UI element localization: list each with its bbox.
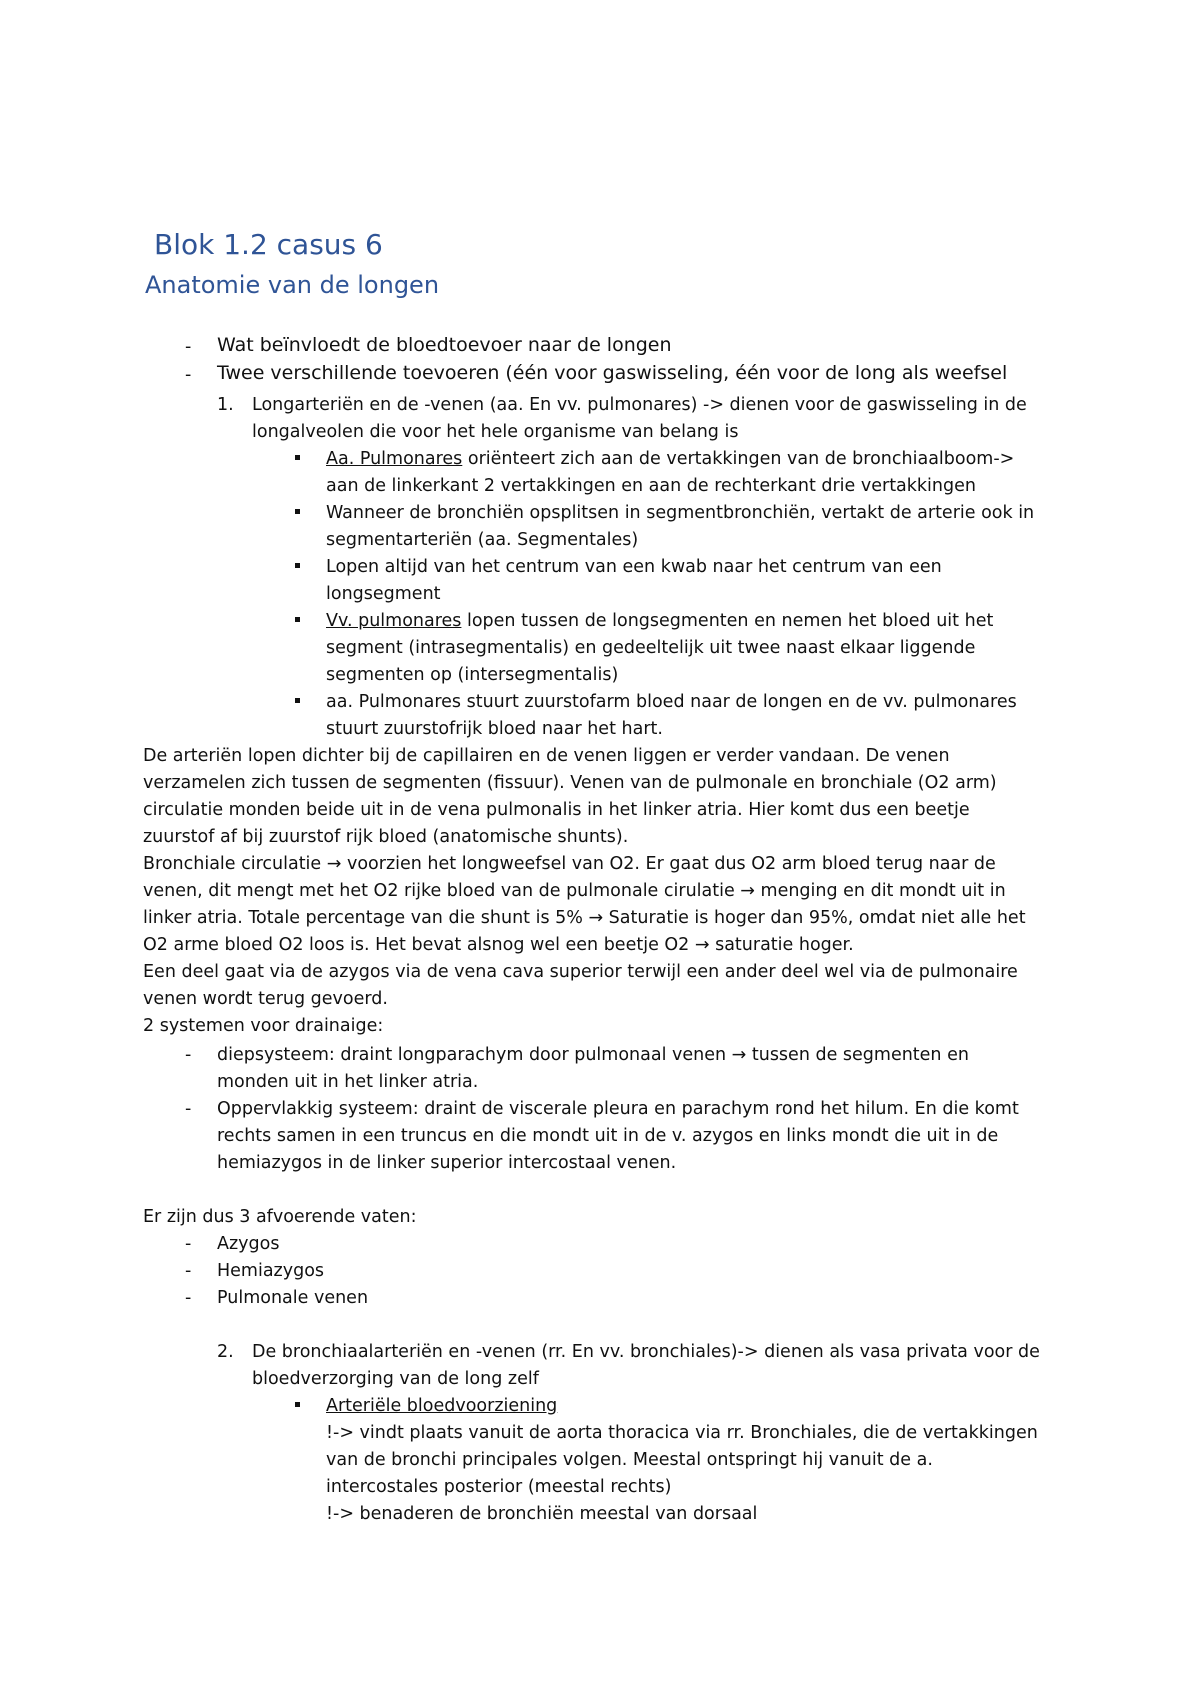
sub-bullet-line: van de bronchi principales volgen. Meestal ontspringt hij vanuit de a. xyxy=(326,1450,933,1470)
bullet-text: Azygos xyxy=(217,1234,280,1254)
square-bullet-icon xyxy=(295,455,300,460)
dash-marker: - xyxy=(185,337,192,357)
paragraph-line: 2 systemen voor drainaige: xyxy=(143,1016,384,1036)
paragraph-line: O2 arme bloed O2 loos is. Het bevat alsnog wel een beetje O2 → saturatie hoger. xyxy=(143,935,854,955)
list-item-line: longalveolen die voor het hele organisme van belang is xyxy=(252,422,739,442)
sub-bullet-line: Wanneer de bronchiën opsplitsen in segmentbronchiën, vertakt de arterie ook in xyxy=(326,503,1035,523)
sub-bullet-line: aa. Pulmonares stuurt zuurstofarm bloed naar de longen en de vv. pulmonares xyxy=(326,692,1017,712)
list-item-line: De bronchiaalarteriën en -venen (rr. En vv. bronchiales)-> dienen als vasa privata voor de xyxy=(252,1342,1040,1362)
paragraph-line: Bronchiale circulatie → voorzien het longweefsel van O2. Er gaat dus O2 arm bloed terug naar de xyxy=(143,854,996,874)
section-heading: Anatomie van de longen xyxy=(145,271,440,299)
square-bullet-icon xyxy=(295,698,300,703)
document-title: Blok 1.2 casus 6 xyxy=(154,228,383,261)
bullet-text: rechts samen in een truncus en die mondt uit in de v. azygos en links mondt die uit in de xyxy=(217,1126,999,1146)
sub-bullet-line: Lopen altijd van het centrum van een kwab naar het centrum van een xyxy=(326,557,942,577)
list-item-line: bloedverzorging van de long zelf xyxy=(252,1369,539,1389)
sub-bullet-line: segmenten op (intersegmentalis) xyxy=(326,665,619,685)
paragraph-line: Er zijn dus 3 afvoerende vaten: xyxy=(143,1207,417,1227)
bullet-text: Oppervlakkig systeem: draint de viscerale pleura en parachym rond het hilum. En die komt xyxy=(217,1099,1019,1119)
paragraph-line: De arteriën lopen dichter bij de capillairen en de venen liggen er verder vandaan. De venen xyxy=(143,746,950,766)
sub-bullet-line: !-> vindt plaats vanuit de aorta thoracica via rr. Bronchiales, die de vertakkingen xyxy=(326,1423,1038,1443)
sub-bullet-line: Aa. Pulmonares oriënteert zich aan de vertakkingen van de bronchiaalboom-> xyxy=(326,449,1015,469)
dash-marker: - xyxy=(185,1099,192,1119)
paragraph-line: zuurstof af bij zuurstof rijk bloed (anatomische shunts). xyxy=(143,827,629,847)
list-item-line: Longarteriën en de -venen (aa. En vv. pulmonares) -> dienen voor de gaswisseling in de xyxy=(252,395,1027,415)
paragraph-line: verzamelen zich tussen de segmenten (fissuur). Venen van de pulmonale en bronchiale (O2 arm) xyxy=(143,773,997,793)
list-number: 2. xyxy=(217,1342,234,1362)
sub-bullet-line: segment (intrasegmentalis) en gedeeltelijk uit twee naast elkaar liggende xyxy=(326,638,976,658)
paragraph-line: venen wordt terug gevoerd. xyxy=(143,989,388,1009)
dash-marker: - xyxy=(185,1261,192,1281)
sub-bullet-line: !-> benaderen de bronchiën meestal van dorsaal xyxy=(326,1504,758,1524)
sub-bullet-heading: Arteriële bloedvoorziening xyxy=(326,1396,558,1416)
dash-marker: - xyxy=(185,1288,192,1308)
list-number: 1. xyxy=(217,395,234,415)
paragraph-line: venen, dit mengt met het O2 rijke bloed van de pulmonale cirulatie → menging en dit mondt uit in xyxy=(143,881,1006,901)
bullet-text: monden uit in het linker atria. xyxy=(217,1072,479,1092)
paragraph-line: circulatie monden beide uit in de vena pulmonalis in het linker atria. Hier komt dus een beetje xyxy=(143,800,970,820)
dash-marker: - xyxy=(185,365,192,385)
dash-marker: - xyxy=(185,1234,192,1254)
square-bullet-icon xyxy=(295,509,300,514)
dash-marker: - xyxy=(185,1045,192,1065)
paragraph-line: linker atria. Totale percentage van die shunt is 5% → Saturatie is hoger dan 95%, omdat niet alle het xyxy=(143,908,1026,928)
square-bullet-icon xyxy=(295,617,300,622)
paragraph-line: Een deel gaat via de azygos via de vena cava superior terwijl een ander deel wel via de pulmonaire xyxy=(143,962,1018,982)
sub-bullet-line: stuurt zuurstofrijk bloed naar het hart. xyxy=(326,719,663,739)
sub-bullet-line: longsegment xyxy=(326,584,441,604)
bullet-text: diepsysteem: draint longparachym door pulmonaal venen → tussen de segmenten en xyxy=(217,1045,969,1065)
square-bullet-icon xyxy=(295,1402,300,1407)
bullet-text: Twee verschillende toevoeren (één voor gaswisseling, één voor de long als weefsel xyxy=(217,362,1008,384)
bullet-text: hemiazygos in de linker superior intercostaal venen. xyxy=(217,1153,677,1173)
sub-bullet-line: segmentarteriën (aa. Segmentales) xyxy=(326,530,639,550)
bullet-text: Pulmonale venen xyxy=(217,1288,369,1308)
sub-bullet-line: aan de linkerkant 2 vertakkingen en aan de rechterkant drie vertakkingen xyxy=(326,476,976,496)
square-bullet-icon xyxy=(295,563,300,568)
sub-bullet-line: Vv. pulmonares lopen tussen de longsegmenten en nemen het bloed uit het xyxy=(326,611,994,631)
bullet-text: Hemiazygos xyxy=(217,1261,325,1281)
sub-bullet-line: intercostales posterior (meestal rechts) xyxy=(326,1477,672,1497)
bullet-text: Wat beïnvloedt de bloedtoevoer naar de longen xyxy=(217,334,672,356)
